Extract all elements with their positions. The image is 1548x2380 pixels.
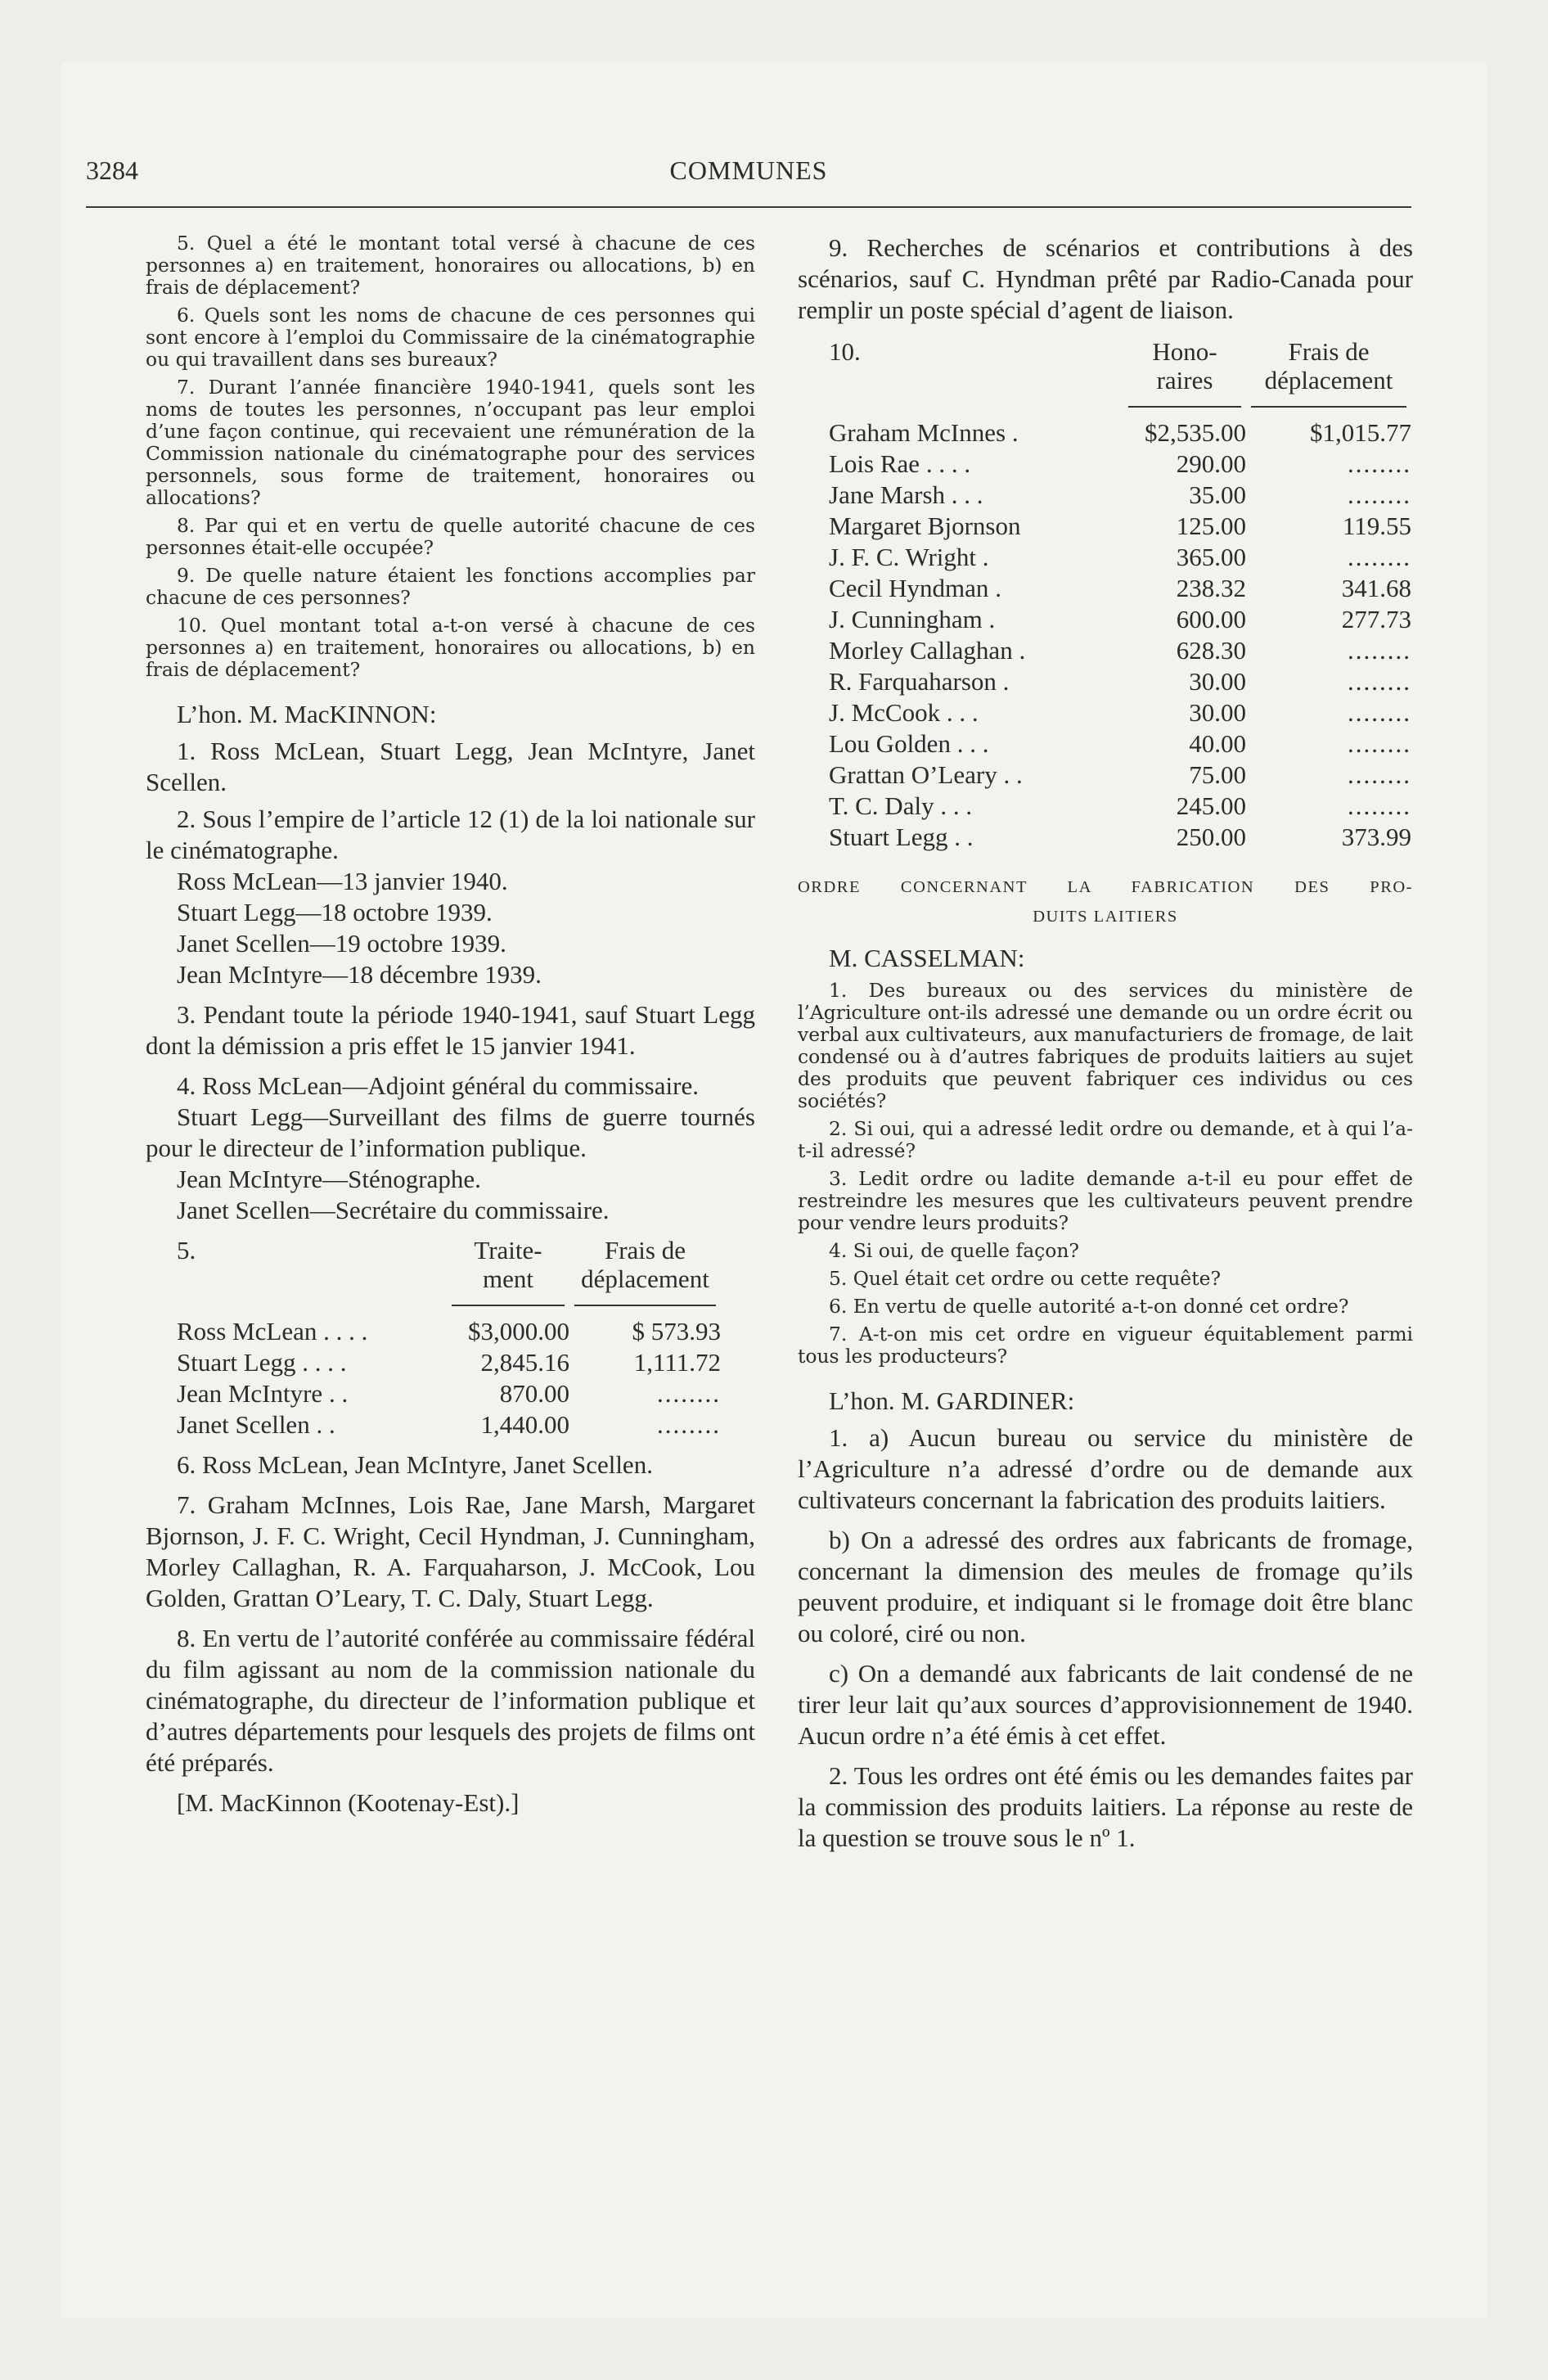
table-row: Jane Marsh . . . 35.00 ........	[829, 480, 1411, 509]
answer-2-item: Stuart Legg—18 octobre 1939.	[177, 898, 493, 926]
page-number: 3284	[86, 156, 138, 185]
column-rule	[574, 1305, 716, 1306]
speaker-gardiner: L’hon. M. GARDINER:	[829, 1386, 1075, 1415]
table-row: Lou Golden . . . 40.00 ........	[829, 729, 1411, 758]
column-rule	[1251, 406, 1406, 408]
answer-2-item: Jean McIntyre—18 décembre 1939.	[177, 960, 542, 989]
answer-3: 3. Pendant toute la période 1940-1941, sauf Stuart Legg dont la démission a pris effet le 15 janvier 1941.	[146, 1000, 755, 1060]
table-row: J. Cunningham . 600.00 277.73	[829, 605, 1411, 633]
signature: [M. MacKinnon (Kootenay-Est).]	[177, 1788, 520, 1817]
question-5: 5. Quel a été le montant total versé à chacune de ces personnes a) en traitement, honoraires ou allocations, b) en frais de déplacement?	[146, 232, 755, 299]
answer-4-item: Janet Scellen—Secrétaire du commissaire.	[177, 1196, 610, 1224]
table-row: Margaret Bjornson 125.00 119.55	[829, 512, 1411, 540]
answer-6: 6. Ross McLean, Jean McIntyre, Janet Scellen.	[177, 1450, 653, 1479]
header-rule	[86, 206, 1411, 208]
table-row: Grattan O’Leary . . 75.00 ........	[829, 760, 1411, 789]
answer-7: 7. Graham McInnes, Lois Rae, Jane Marsh, Margaret Bjornson, J. F. C. Wright, Cecil Hyndman, J. Cunningham, Morley Callaghan, R. A. Farquaharson, J. McCook, Lou Golden, Grattan O’Leary, T. C. Daly, Stuart Legg.	[146, 1490, 755, 1612]
table-label: 10.	[829, 337, 861, 366]
question-8: 8. Par qui et en vertu de quelle autorité chacune de ces personnes était-elle occupée?	[146, 514, 755, 559]
section-title: ORDRE CONCERNANT LA FABRICATION DES PRO- DUITS LAITIERS	[798, 878, 1413, 926]
table-label: 5.	[177, 1236, 196, 1264]
question-5: 5. Quel était cet ordre ou cette requête?	[829, 1267, 1222, 1290]
table-row: Janet Scellen . . 1,440.00 ........	[177, 1410, 721, 1439]
answer-1: 1. Ross McLean, Stuart Legg, Jean McIntyre, Janet Scellen.	[146, 737, 755, 796]
column-header-travel: Frais de déplacement	[581, 1236, 709, 1293]
question-6: 6. En vertu de quelle autorité a-t-on donné cet ordre?	[829, 1295, 1349, 1318]
column-header-travel: Frais de déplacement	[1264, 337, 1393, 394]
table-row: Morley Callaghan . 628.30 ........	[829, 636, 1411, 665]
table-row: R. Farquaharson . 30.00 ........	[829, 667, 1411, 696]
running-title: COMMUNES	[669, 156, 828, 185]
question-10: 10. Quel montant total a-t-on versé à chacune de ces personnes a) en traitement, honoraires ou allocations, b) en frais de déplacement?	[146, 614, 755, 681]
column-header-fees: Hono- raires	[1152, 337, 1217, 394]
table-row: J. McCook . . . 30.00 ........	[829, 698, 1411, 727]
answer-8: 8. En vertu de l’autorité conférée au commissaire fédéral du film agissant au nom de la commission nationale du cinématographe, du directeur de l’information publique et d’autres départements pour lesquels des projets de films ont été préparés.	[146, 1624, 755, 1777]
answer-2-item: Ross McLean—13 janvier 1940.	[177, 867, 508, 895]
answer-4-item: Jean McIntyre—Sténographe.	[177, 1165, 481, 1193]
answer-2: 2. Tous les ordres ont été émis ou les demandes faites par la commission des produits laitiers. La réponse au reste de la question se trouve sous le nº 1.	[798, 1761, 1413, 1852]
question-9: 9. De quelle nature étaient les fonctions accomplies par chacune de ces personnes?	[146, 564, 755, 609]
table-row: Ross McLean . . . . $3,000.00 $ 573.93	[177, 1317, 721, 1346]
page-header	[86, 156, 1411, 205]
question-1: 1. Des bureaux ou des services du ministère de l’Agriculture ont-ils adressé une demande ou un ordre écrit ou verbal aux cultivateurs, aux manufacturiers de fromage, de lait condensé ou à d’autres fabriques de produits laitiers au sujet des produits que peuvent fabriquer ces individus ou ces sociétés?	[798, 979, 1413, 1112]
table-row: T. C. Daly . . . 245.00 ........	[829, 791, 1411, 820]
table-row: Jean McIntyre . . 870.00 ........	[177, 1379, 721, 1408]
question-7: 7. Durant l’année financière 1940-1941, quels sont les noms de toutes les personnes, n’occupant pas leur emploi d’une façon continue, qui recevaient une rémunération de la Commission nationale du cinématographe pour des services personnels, sous forme de traitement, honoraires ou allocations?	[146, 376, 755, 509]
answer-1a: 1. a) Aucun bureau ou service du ministère de l’Agriculture n’a adressé d’ordre ou de demande aux cultivateurs concernant la fabrication des produits laitiers.	[798, 1423, 1413, 1514]
answer-1c: c) On a demandé aux fabricants de lait condensé de ne tirer leur lait qu’aux sources d’approvisionnement de 1940. Aucun ordre n’a été émis à cet effet.	[798, 1659, 1413, 1750]
fees-table	[829, 337, 1411, 853]
table-row: Lois Rae . . . . 290.00 ........	[829, 449, 1411, 478]
question-2: 2. Si oui, qui a adressé ledit ordre ou demande, et à qui l’a-t-il adressé?	[798, 1117, 1413, 1162]
answer-4-item: Stuart Legg—Surveillant des films de guerre tournés pour le directeur de l’information publique.	[146, 1102, 755, 1162]
answer-9: 9. Recherches de scénarios et contributions à des scénarios, sauf C. Hyndman prêté par Radio-Canada pour remplir un poste spécial d’agent de liaison.	[798, 233, 1413, 324]
answer-2: 2. Sous l’empire de l’article 12 (1) de la loi nationale sur le cinématographe.	[146, 805, 755, 864]
column-rule	[1128, 406, 1241, 408]
answer-1b: b) On a adressé des ordres aux fabricants de fromage, concernant la dimension des meules de fromage qu’ils peuvent produire, et indiquant si le fromage doit être blanc ou coloré, ciré ou non.	[798, 1526, 1413, 1648]
table-row: Stuart Legg . . 250.00 373.99	[829, 823, 1411, 851]
question-6: 6. Quels sont les noms de chacune de ces personnes qui sont encore à l’emploi du Commissaire de la cinématographie ou qui travaillent dans ses bureaux?	[146, 304, 755, 371]
column-rule	[452, 1305, 565, 1306]
right-column	[798, 232, 1413, 1854]
speaker-mackinnon: L’hon. M. MacKINNON:	[177, 700, 437, 728]
salary-table	[177, 1236, 721, 1440]
column-header-salary: Traite- ment	[474, 1236, 542, 1293]
question-4: 4. Si oui, de quelle façon?	[829, 1239, 1079, 1262]
table-row: J. F. C. Wright . 365.00 ........	[829, 543, 1411, 571]
table-row: Stuart Legg . . . . 2,845.16 1,111.72	[177, 1348, 721, 1377]
speaker-casselman: M. CASSELMAN:	[829, 944, 1025, 972]
question-7: 7. A-t-on mis cet ordre en vigueur équitablement parmi tous les producteurs?	[798, 1323, 1413, 1368]
question-3: 3. Ledit ordre ou ladite demande a-t-il eu pour effet de restreindre les mesures que les cultivateurs peuvent prendre pour vendre leurs produits?	[798, 1167, 1413, 1234]
answer-4: 4. Ross McLean—Adjoint général du commissaire.	[177, 1071, 699, 1100]
table-row: Cecil Hyndman . 238.32 341.68	[829, 574, 1411, 602]
left-column	[146, 232, 755, 1819]
answer-2-item: Janet Scellen—19 octobre 1939.	[177, 929, 506, 958]
table-row: Graham McInnes . $2,535.00 $1,015.77	[829, 418, 1411, 447]
